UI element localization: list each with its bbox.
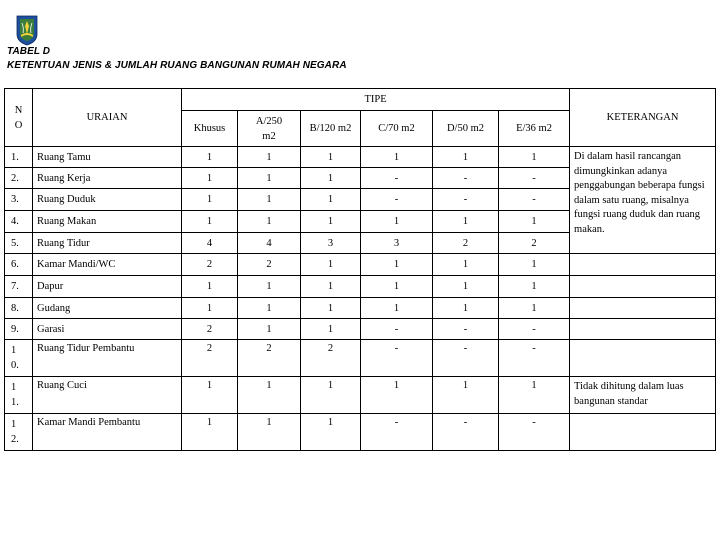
cell-type-d: 2 [433, 233, 499, 254]
cell-type-d: - [433, 414, 499, 451]
cell-type-d: 1 [433, 377, 499, 414]
cell-type-b: 1 [301, 189, 361, 211]
cell-type-d: 1 [433, 147, 499, 168]
cell-type-e: - [499, 168, 570, 189]
cell-khusus: 1 [182, 211, 238, 233]
keterangan-empty [570, 414, 716, 451]
cell-type-a: 1 [238, 414, 301, 451]
header-row-1 [5, 89, 716, 111]
cell-khusus: 2 [182, 340, 238, 377]
cell-type-c: 1 [361, 377, 433, 414]
cell-khusus: 1 [182, 276, 238, 298]
cell-type-a: 2 [238, 254, 301, 276]
header-type-d: D/50 m2 [433, 111, 499, 147]
cell-type-d: - [433, 319, 499, 340]
row-number: 9. [5, 319, 33, 340]
cell-khusus: 4 [182, 233, 238, 254]
cell-type-d: 1 [433, 276, 499, 298]
cell-type-b: 2 [301, 340, 361, 377]
cell-type-d: - [433, 340, 499, 377]
cell-khusus: 1 [182, 414, 238, 451]
cell-type-e: 1 [499, 276, 570, 298]
cell-type-a: 1 [238, 147, 301, 168]
header-uraian: URAIAN [33, 89, 182, 147]
cell-khusus: 1 [182, 168, 238, 189]
row-uraian: Kamar Mandi/WC [33, 254, 182, 276]
row-number: 4. [5, 211, 33, 233]
cell-type-c: 1 [361, 211, 433, 233]
cell-type-c: 1 [361, 298, 433, 319]
header-type-b: B/120 m2 [301, 111, 361, 147]
table-row [5, 340, 716, 377]
cell-type-b: 1 [301, 168, 361, 189]
cell-type-e: - [499, 189, 570, 211]
keterangan-empty [570, 276, 716, 298]
cell-khusus: 1 [182, 298, 238, 319]
header-keterangan: KETERANGAN [570, 89, 716, 147]
table-row [5, 298, 716, 319]
cell-type-b: 1 [301, 147, 361, 168]
table-row [5, 254, 716, 276]
cell-type-a: 2 [238, 340, 301, 377]
row-uraian: Ruang Makan [33, 211, 182, 233]
cell-type-a: 1 [238, 377, 301, 414]
cell-type-e: 2 [499, 233, 570, 254]
row-number: 7. [5, 276, 33, 298]
cell-type-b: 1 [301, 276, 361, 298]
cell-type-c: 1 [361, 254, 433, 276]
cell-type-a: 1 [238, 298, 301, 319]
cell-type-d: - [433, 168, 499, 189]
row-number: 5. [5, 233, 33, 254]
cell-type-e: - [499, 414, 570, 451]
row-number: 3. [5, 189, 33, 211]
row-uraian: Garasi [33, 319, 182, 340]
row-number: 8. [5, 298, 33, 319]
cell-type-b: 1 [301, 414, 361, 451]
cell-type-e: 1 [499, 147, 570, 168]
room-requirements-table [4, 88, 716, 451]
emblem-logo [14, 14, 40, 46]
cell-type-d: - [433, 189, 499, 211]
cell-type-b: 1 [301, 298, 361, 319]
cell-khusus: 2 [182, 319, 238, 340]
cell-type-d: 1 [433, 211, 499, 233]
cell-type-c: - [361, 319, 433, 340]
table-row [5, 276, 716, 298]
table-row [5, 319, 716, 340]
header-no: N O [5, 89, 33, 147]
cell-type-e: 1 [499, 254, 570, 276]
keterangan-empty [570, 298, 716, 319]
keterangan-empty [570, 254, 716, 276]
header-type-e: E/36 m2 [499, 111, 570, 147]
cell-type-a: 1 [238, 168, 301, 189]
cell-type-c: - [361, 189, 433, 211]
row-uraian: Ruang Duduk [33, 189, 182, 211]
cell-type-a: 1 [238, 189, 301, 211]
cell-type-e: - [499, 319, 570, 340]
cell-type-c: - [361, 168, 433, 189]
cell-type-b: 1 [301, 254, 361, 276]
cell-type-a: 1 [238, 319, 301, 340]
header-type-a: A/250 m2 [238, 111, 301, 147]
keterangan-empty [570, 319, 716, 340]
cell-type-c: 3 [361, 233, 433, 254]
cell-khusus: 1 [182, 147, 238, 168]
table-row [5, 147, 716, 168]
row-uraian: Ruang Cuci [33, 377, 182, 414]
row-uraian: Ruang Kerja [33, 168, 182, 189]
row-number: 1 1. [5, 377, 33, 414]
row-uraian: Dapur [33, 276, 182, 298]
row-uraian: Ruang Tidur Pembantu [33, 340, 182, 377]
cell-type-c: 1 [361, 276, 433, 298]
header-khusus: Khusus [182, 111, 238, 147]
row-uraian: Ruang Tamu [33, 147, 182, 168]
cell-type-c: - [361, 340, 433, 377]
row-uraian: Ruang Tidur [33, 233, 182, 254]
row-uraian: Gudang [33, 298, 182, 319]
row-uraian: Kamar Mandi Pembantu [33, 414, 182, 451]
row-number: 1 0. [5, 340, 33, 377]
cell-type-d: 1 [433, 298, 499, 319]
cell-type-b: 3 [301, 233, 361, 254]
row-number: 6. [5, 254, 33, 276]
cell-type-e: 1 [499, 377, 570, 414]
cell-type-c: - [361, 414, 433, 451]
header-type-c: C/70 m2 [361, 111, 433, 147]
table-row [5, 377, 716, 414]
cell-type-a: 4 [238, 233, 301, 254]
document-title: KETENTUAN JENIS & JUMLAH RUANG BANGUNAN RUMAH NEGARA [7, 60, 347, 71]
cell-khusus: 1 [182, 189, 238, 211]
keterangan-empty [570, 340, 716, 377]
cell-type-e: 1 [499, 211, 570, 233]
cell-type-e: 1 [499, 298, 570, 319]
cell-khusus: 1 [182, 377, 238, 414]
header-tipe: TIPE [182, 89, 570, 111]
cell-type-c: 1 [361, 147, 433, 168]
keterangan-note-standard: Tidak dihitung dalam luas bangunan standar [570, 377, 716, 414]
cell-type-b: 1 [301, 377, 361, 414]
cell-type-b: 1 [301, 211, 361, 233]
table-label: TABEL D [7, 46, 51, 57]
keterangan-note-merge: Di dalam hasil rancangan dimungkinkan adanya penggabungan beberapa fungsi dalam satu ruang, misalnya fungsi ruang duduk dan ruang makan. [570, 147, 716, 254]
cell-type-b: 1 [301, 319, 361, 340]
cell-type-a: 1 [238, 276, 301, 298]
row-number: 1 2. [5, 414, 33, 451]
cell-type-d: 1 [433, 254, 499, 276]
cell-type-a: 1 [238, 211, 301, 233]
cell-khusus: 2 [182, 254, 238, 276]
row-number: 1. [5, 147, 33, 168]
table-row [5, 414, 716, 451]
row-number: 2. [5, 168, 33, 189]
cell-type-e: - [499, 340, 570, 377]
